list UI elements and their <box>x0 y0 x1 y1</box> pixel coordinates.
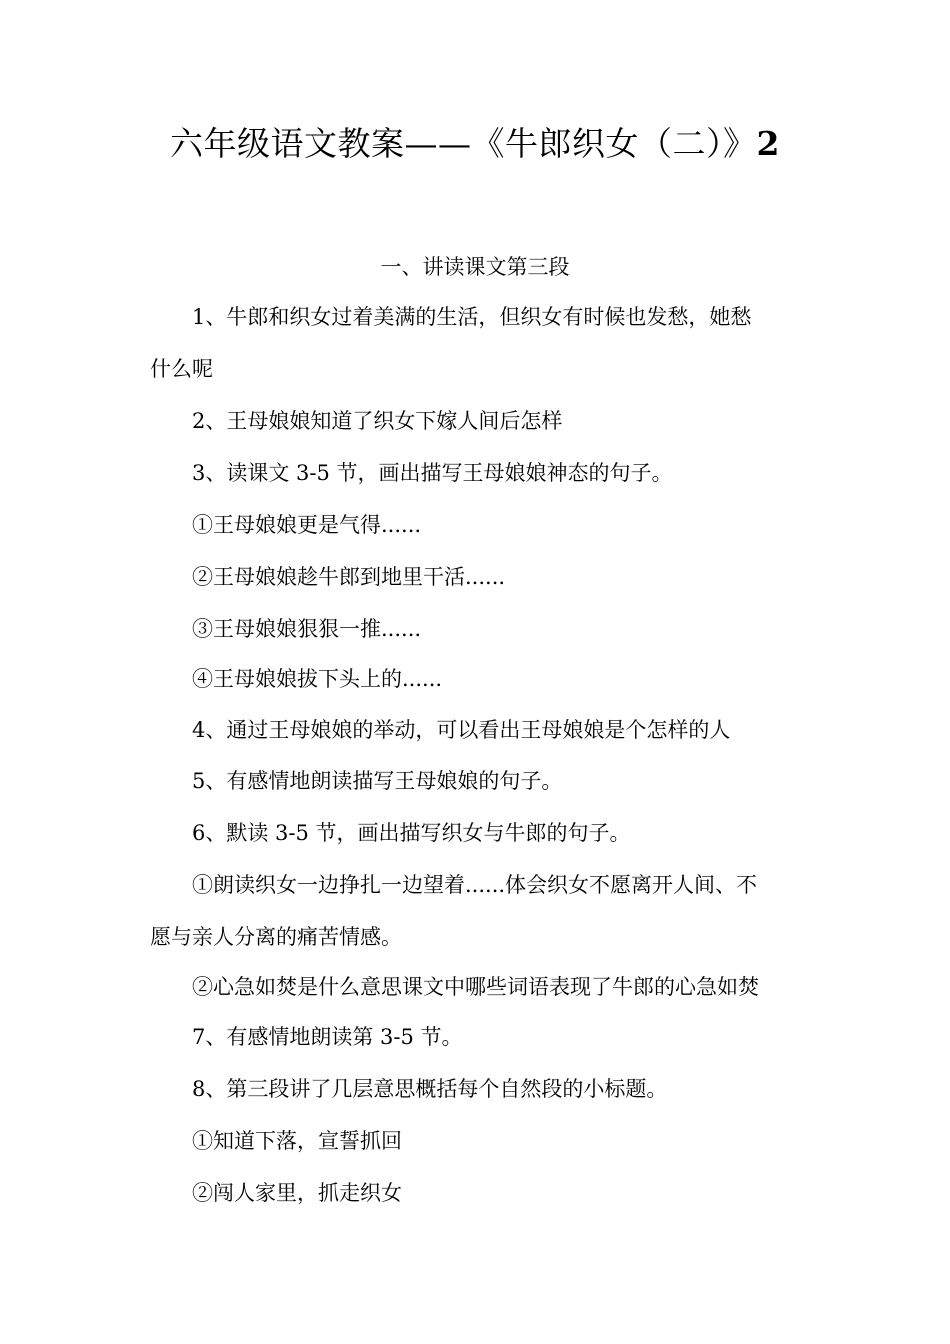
paragraph-line: 2、王母娘娘知道了织女下嫁人间后怎样 <box>192 409 563 433</box>
paragraph-line: 5、有感情地朗读描写王母娘娘的句子。 <box>192 769 563 793</box>
document-title <box>0 118 950 170</box>
paragraph-line: ①王母娘娘更是气得...... <box>192 513 422 537</box>
paragraph-line: 6、默读 3-5 节，画出描写织女与牛郎的句子。 <box>192 821 631 845</box>
paragraph-line: 7、有感情地朗读第 3-5 节。 <box>192 1025 463 1049</box>
paragraph-line: 3、读课文 3-5 节，画出描写王母娘娘神态的句子。 <box>192 461 673 485</box>
section-heading: 一、讲读课文第三段 <box>380 255 570 279</box>
paragraph-line: 什么呢 <box>150 357 213 381</box>
paragraph-line: ②心急如焚是什么意思课文中哪些词语表现了牛郎的心急如焚 <box>192 975 759 999</box>
paragraph-line: ②王母娘娘趁牛郎到地里干活...... <box>192 565 506 589</box>
paragraph-line: ①知道下落，宣誓抓回 <box>192 1129 402 1153</box>
paragraph-line: ②闯人家里，抓走织女 <box>192 1181 402 1205</box>
paragraph-line: ④王母娘娘拔下头上的...... <box>192 667 443 691</box>
paragraph-line: 1、牛郎和织女过着美满的生活，但织女有时候也发愁，她愁 <box>192 305 752 329</box>
paragraph-line: 愿与亲人分离的痛苦情感。 <box>150 925 402 949</box>
title-text: 六年级语文教案——《牛郎织女（二）》 <box>170 124 757 163</box>
paragraph-line: 8、第三段讲了几层意思概括每个自然段的小标题。 <box>192 1077 668 1101</box>
paragraph-line: ①朗读织女一边挣扎一边望着......体会织女不愿离开人间、不 <box>192 873 758 897</box>
paragraph-line: ③王母娘娘狠狠一推...... <box>192 617 422 641</box>
title-number: 2 <box>756 124 780 163</box>
paragraph-line: 4、通过王母娘娘的举动，可以看出王母娘娘是个怎样的人 <box>192 718 731 742</box>
